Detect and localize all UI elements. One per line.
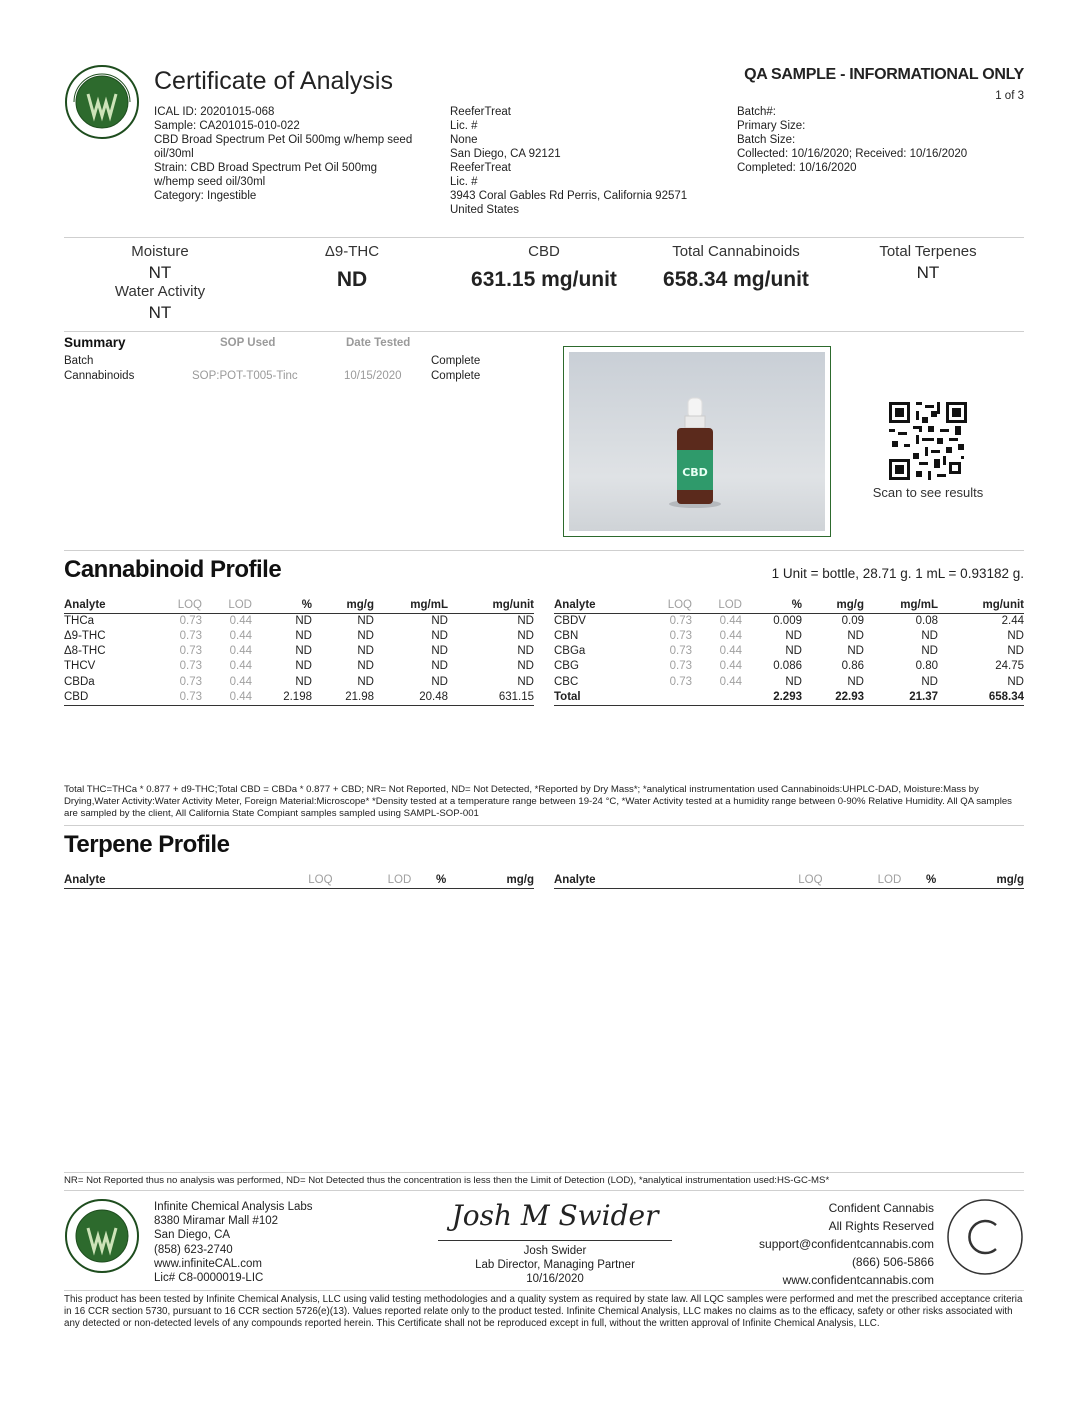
cc-contact — [716, 1199, 934, 1289]
cannabinoid-profile-title: Cannabinoid Profile — [64, 556, 282, 583]
cell-analyte: Δ9-THC — [64, 629, 106, 642]
cell-percent: ND — [295, 645, 312, 658]
col-loq: LOQ — [719, 874, 823, 888]
cell-loq: 0.73 — [179, 660, 202, 673]
metric-value: NT — [148, 303, 172, 322]
col-percent: % — [901, 874, 936, 888]
cell-lod: 0.44 — [719, 614, 742, 627]
cell-analyte: CBDa — [64, 675, 95, 688]
cell-mgg: ND — [357, 675, 374, 688]
sample-info-line: oil/30ml — [154, 148, 194, 160]
col-loq: LOQ — [644, 599, 692, 613]
signed-date: 10/16/2020 — [526, 1273, 584, 1285]
cell-mgg: ND — [847, 645, 864, 658]
cell-mgml: 20.48 — [374, 690, 448, 706]
col-analyte: Analyte — [64, 874, 229, 888]
metric-value: ND — [336, 268, 368, 291]
cell-mgml: ND — [921, 675, 938, 688]
metric-moisture — [65, 243, 255, 323]
col-mgunit: mg/unit — [448, 599, 534, 613]
unit-note: 1 Unit = bottle, 28.71 g. 1 mL = 0.93182 g. — [771, 566, 1024, 581]
cell-mgml: ND — [431, 660, 448, 673]
cell-mgunit: ND — [517, 645, 534, 658]
col-lod: LOD — [823, 874, 902, 888]
sample-info-line: Category: Ingestible — [154, 190, 257, 202]
cell-lod: 0.44 — [719, 660, 742, 673]
summary-row-status: Complete — [431, 370, 481, 382]
client-info — [450, 105, 730, 217]
cell-analyte: CBG — [554, 660, 579, 673]
lab-license: Lic# C8-0000019-LIC — [154, 1272, 264, 1285]
batch-info-line: Collected: 10/16/2020; Received: 10/16/2020 — [737, 148, 968, 160]
cell-mgg: ND — [357, 629, 374, 642]
lab-logo — [64, 64, 140, 140]
metric-value: 631.15 mg/unit — [471, 268, 617, 291]
terpene-footnote: NR= Not Reported thus no analysis was performed, ND= Not Detected thus the concentration is less then the Limit of Detection (LOD), *analytical instrumentation used:HS-GC-MS* — [64, 1175, 830, 1186]
cell-mgml: ND — [431, 675, 448, 688]
signer-title: Lab Director, Managing Partner — [475, 1259, 635, 1271]
cell-mgg: ND — [847, 675, 864, 688]
cell-loq — [644, 690, 692, 706]
table-row — [554, 675, 1024, 690]
cell-loq: 0.73 — [179, 614, 202, 627]
col-lod: LOD — [692, 599, 742, 613]
metric-cbd — [449, 243, 639, 292]
col-mgml: mg/mL — [374, 599, 448, 613]
cell-lod: 0.44 — [719, 645, 742, 658]
client-info-line: ReeferTreat — [450, 162, 511, 174]
table-header — [64, 874, 534, 888]
cell-lod: 0.44 — [719, 675, 742, 688]
col-analyte: Analyte — [554, 874, 719, 888]
cc-phone: (866) 506-5866 — [851, 1255, 934, 1269]
metric-label: Water Activity — [114, 283, 206, 300]
cc-email-link[interactable]: support@confidentcannabis.com — [759, 1237, 934, 1251]
col-percent: % — [411, 874, 446, 888]
cell-mgml: 21.37 — [864, 690, 938, 706]
cell-analyte: CBGa — [554, 645, 586, 658]
col-mgml: mg/mL — [864, 599, 938, 613]
cell-lod: 0.44 — [229, 660, 252, 673]
terpene-table-left — [64, 874, 534, 889]
table-row — [554, 690, 1024, 706]
cell-mgml: ND — [431, 629, 448, 642]
cell-percent: ND — [295, 629, 312, 642]
col-mgg: mg/g — [802, 599, 864, 613]
lab-website-link[interactable]: www.infiniteCAL.com — [154, 1257, 263, 1270]
metric-label: Moisture — [131, 243, 189, 260]
batch-info-line: Batch#: — [737, 106, 776, 118]
cell-mgg: 21.98 — [312, 690, 374, 706]
client-info-line: ReeferTreat — [450, 106, 511, 118]
summary-title: Summary — [64, 335, 126, 350]
metric-value: NT — [148, 263, 172, 282]
metric-label: Δ9-THC — [324, 243, 380, 260]
table-header — [554, 874, 1024, 888]
divider — [64, 331, 1024, 332]
cell-loq: 0.73 — [179, 645, 202, 658]
cell-lod: 0.44 — [719, 629, 742, 642]
cell-mgunit: 2.44 — [1001, 614, 1024, 627]
col-percent: % — [742, 599, 802, 613]
sample-info-line: ICAL ID: 20201015-068 — [154, 106, 275, 118]
col-mgg: mg/g — [446, 874, 534, 888]
disclaimer: This product has been tested by Infinite Chemical Analysis, LLC using valid testing methodologies and a quality system as required by state law. All LQC samples were performed and met the prescribed acceptance criteria in 16 CCR section 5730, pursuant to 16 CCR section 5726(e)(13). Values reported relate only to the product tested. Infinite Chemical Analysis, LLC makes no claims as to the efficacy, safety or other risks associated with any detected or non-detected levels of any compounds reported herein. This Certificate shall not be reproduced except in full, without the written approval of Infinite Chemical Analysis, LLC. — [64, 1294, 1023, 1329]
divider — [64, 1172, 1024, 1173]
sample-info — [154, 105, 444, 203]
metric-total-cannabinoids — [641, 243, 831, 292]
sample-info-line: w/hemp seed oil/30ml — [154, 176, 266, 188]
divider — [64, 825, 1024, 826]
cell-mgunit: ND — [1007, 675, 1024, 688]
divider — [64, 1290, 1024, 1291]
cell-loq: 0.73 — [669, 614, 692, 627]
cell-percent: ND — [785, 629, 802, 642]
client-info-line: United States — [450, 204, 520, 216]
footer-lab-logo — [64, 1198, 140, 1274]
batch-info-line: Completed: 10/16/2020 — [737, 162, 857, 174]
table-row — [64, 629, 534, 644]
cell-lod: 0.44 — [229, 629, 252, 642]
cell-lod: 0.44 — [229, 614, 252, 627]
cell-loq: 0.73 — [669, 629, 692, 642]
product-bottle-image — [569, 352, 825, 531]
cell-analyte: CBD — [64, 690, 154, 706]
cell-mgg: ND — [357, 645, 374, 658]
divider — [64, 550, 1024, 551]
cc-name: Confident Cannabis — [828, 1201, 934, 1215]
metric-value: 658.34 mg/unit — [663, 268, 809, 291]
cc-website-link[interactable]: www.confidentcannabis.com — [782, 1273, 934, 1287]
batch-info — [737, 105, 1024, 175]
client-info-line: 3943 Coral Gables Rd Perris, California 92571 — [450, 190, 688, 202]
table-header — [554, 599, 1024, 613]
cell-analyte: Total — [554, 690, 644, 706]
col-mgg: mg/g — [936, 874, 1024, 888]
cell-loq: 0.73 — [179, 675, 202, 688]
cell-analyte: Δ8-THC — [64, 645, 106, 658]
cell-percent: ND — [295, 675, 312, 688]
cell-percent: 0.086 — [773, 660, 802, 673]
cell-mgg: 0.86 — [841, 660, 864, 673]
cell-mgml: ND — [921, 629, 938, 642]
col-percent: % — [252, 599, 312, 613]
cell-lod: 0.44 — [229, 645, 252, 658]
cell-mgunit: 24.75 — [995, 660, 1024, 673]
cell-loq: 0.73 — [154, 690, 202, 706]
table-row — [64, 644, 534, 659]
terpene-table-right — [554, 874, 1024, 889]
cell-mgunit: ND — [517, 614, 534, 627]
table-row — [64, 690, 534, 706]
lab-address: 8380 Miramar Mall #102 — [154, 1215, 279, 1228]
summary-row-sop: SOP:POT-T005-Tinc — [192, 370, 298, 382]
client-info-line: None — [450, 134, 478, 146]
qr-code[interactable] — [889, 402, 967, 480]
cell-mgml: ND — [921, 645, 938, 658]
col-analyte: Analyte — [64, 599, 154, 613]
table-row — [554, 613, 1024, 629]
signer-name: Josh Swider — [523, 1245, 587, 1257]
cell-mgg: 22.93 — [802, 690, 864, 706]
metric-value: NT — [916, 263, 940, 282]
cell-analyte: THCa — [64, 614, 95, 627]
cell-mgml: 0.08 — [915, 614, 938, 627]
cell-percent: 2.198 — [252, 690, 312, 706]
confident-cannabis-logo — [946, 1198, 1024, 1276]
cannabinoid-footnote: Total THC=THCa * 0.877 + d9-THC;Total CBD = CBDa * 0.877 + CBD; NR= Not Reported, ND= Not Detected, *Reported by Dry Mass*; *analytical instrumentation used Cannabinoids:UHPLC-DAD, Moisture:Mass by Drying,Water Activity:Water Activity Meter, Foreign Material:Microscope* *Density tested at a temperature range between 19-24 °C, *Water Activity tested at a humidity range between 0-90% Relative Humidity. All QA samples are sampled by the client, All California State Compiant samples sampled using SAMPL-SOP-001 — [64, 784, 1012, 819]
cell-lod: 0.44 — [202, 690, 252, 706]
cell-percent: 0.009 — [773, 614, 802, 627]
qa-banner: QA SAMPLE - INFORMATIONAL ONLY — [744, 66, 1024, 83]
cc-rights: All Rights Reserved — [828, 1219, 934, 1233]
cell-percent: ND — [785, 675, 802, 688]
cell-loq: 0.73 — [179, 629, 202, 642]
cell-percent: ND — [785, 645, 802, 658]
svg-text:CBD: CBD — [682, 466, 708, 479]
cell-loq: 0.73 — [669, 645, 692, 658]
batch-info-line: Primary Size: — [737, 120, 806, 132]
col-mgg: mg/g — [312, 599, 374, 613]
summary-sop-header: SOP Used — [220, 337, 276, 349]
cannabinoid-table-right — [554, 599, 1024, 706]
cannabinoid-table-left — [64, 599, 534, 706]
summary-date-header: Date Tested — [346, 337, 411, 349]
cell-mgml: ND — [431, 614, 448, 627]
signer-block — [438, 1244, 672, 1286]
cell-mgunit: ND — [1007, 645, 1024, 658]
table-row — [64, 659, 534, 674]
cell-analyte: CBC — [554, 675, 579, 688]
table-row — [554, 659, 1024, 674]
cell-loq: 0.73 — [669, 660, 692, 673]
terpene-profile-title: Terpene Profile — [64, 831, 230, 858]
metric-thc — [257, 243, 447, 292]
sample-info-line: Sample: CA201015-010-022 — [154, 120, 300, 132]
cell-analyte: CBDV — [554, 614, 586, 627]
col-loq: LOQ — [154, 599, 202, 613]
metric-label: Total Terpenes — [879, 243, 977, 260]
cell-lod — [692, 690, 742, 706]
product-photo — [563, 346, 831, 537]
table-row — [554, 644, 1024, 659]
cell-mgunit: 631.15 — [448, 690, 534, 706]
page-title: Certificate of Analysis — [154, 67, 393, 95]
lab-phone: (858) 623-2740 — [154, 1243, 233, 1256]
table-row — [554, 629, 1024, 644]
col-lod: LOD — [333, 874, 412, 888]
client-info-line: Lic. # — [450, 120, 478, 132]
cell-mgg: ND — [357, 614, 374, 627]
metric-total-terpenes — [833, 243, 1023, 283]
signature-line — [438, 1240, 672, 1241]
cell-percent: ND — [295, 660, 312, 673]
client-info-line: Lic. # — [450, 176, 478, 188]
col-mgunit: mg/unit — [938, 599, 1024, 613]
cell-mgunit: ND — [517, 675, 534, 688]
col-analyte: Analyte — [554, 599, 644, 613]
table-row — [64, 613, 534, 629]
cell-mgg: ND — [357, 660, 374, 673]
qr-caption: Scan to see results — [872, 485, 984, 500]
batch-info-line: Batch Size: — [737, 134, 796, 146]
col-loq: LOQ — [229, 874, 333, 888]
summary-row-status: Complete — [431, 355, 481, 367]
cell-analyte: THCV — [64, 660, 96, 673]
cell-mgml: ND — [431, 645, 448, 658]
cell-mgg: 0.09 — [841, 614, 864, 627]
metric-label: Total Cannabinoids — [672, 243, 800, 260]
table-header — [64, 599, 534, 613]
cell-mgunit: ND — [1007, 629, 1024, 642]
col-lod: LOD — [202, 599, 252, 613]
cell-percent: 2.293 — [742, 690, 802, 706]
lab-city: San Diego, CA — [154, 1229, 231, 1242]
cell-mgunit: 658.34 — [938, 690, 1024, 706]
page-indicator: 1 of 3 — [995, 90, 1024, 102]
lab-contact — [154, 1200, 384, 1285]
cell-analyte: CBN — [554, 629, 579, 642]
divider — [64, 1190, 1024, 1191]
cell-loq: 0.73 — [669, 675, 692, 688]
summary-row-name: Batch — [64, 355, 94, 367]
sample-info-line: Strain: CBD Broad Spectrum Pet Oil 500mg — [154, 162, 378, 174]
cell-mgg: ND — [847, 629, 864, 642]
divider — [64, 237, 1024, 238]
cell-mgunit: ND — [517, 629, 534, 642]
metric-label: CBD — [528, 243, 560, 260]
summary-row-name: Cannabinoids — [64, 370, 135, 382]
cell-percent: ND — [295, 614, 312, 627]
lab-name: Infinite Chemical Analysis Labs — [154, 1201, 313, 1213]
cell-lod: 0.44 — [229, 675, 252, 688]
table-row — [64, 675, 534, 690]
sample-info-line: CBD Broad Spectrum Pet Oil 500mg w/hemp seed — [154, 134, 413, 146]
signature: Josh M Swider — [451, 1199, 659, 1232]
summary-row-date: 10/15/2020 — [344, 370, 402, 382]
cell-mgml: 0.80 — [915, 660, 938, 673]
cell-mgunit: ND — [517, 660, 534, 673]
client-info-line: San Diego, CA 92121 — [450, 148, 561, 160]
